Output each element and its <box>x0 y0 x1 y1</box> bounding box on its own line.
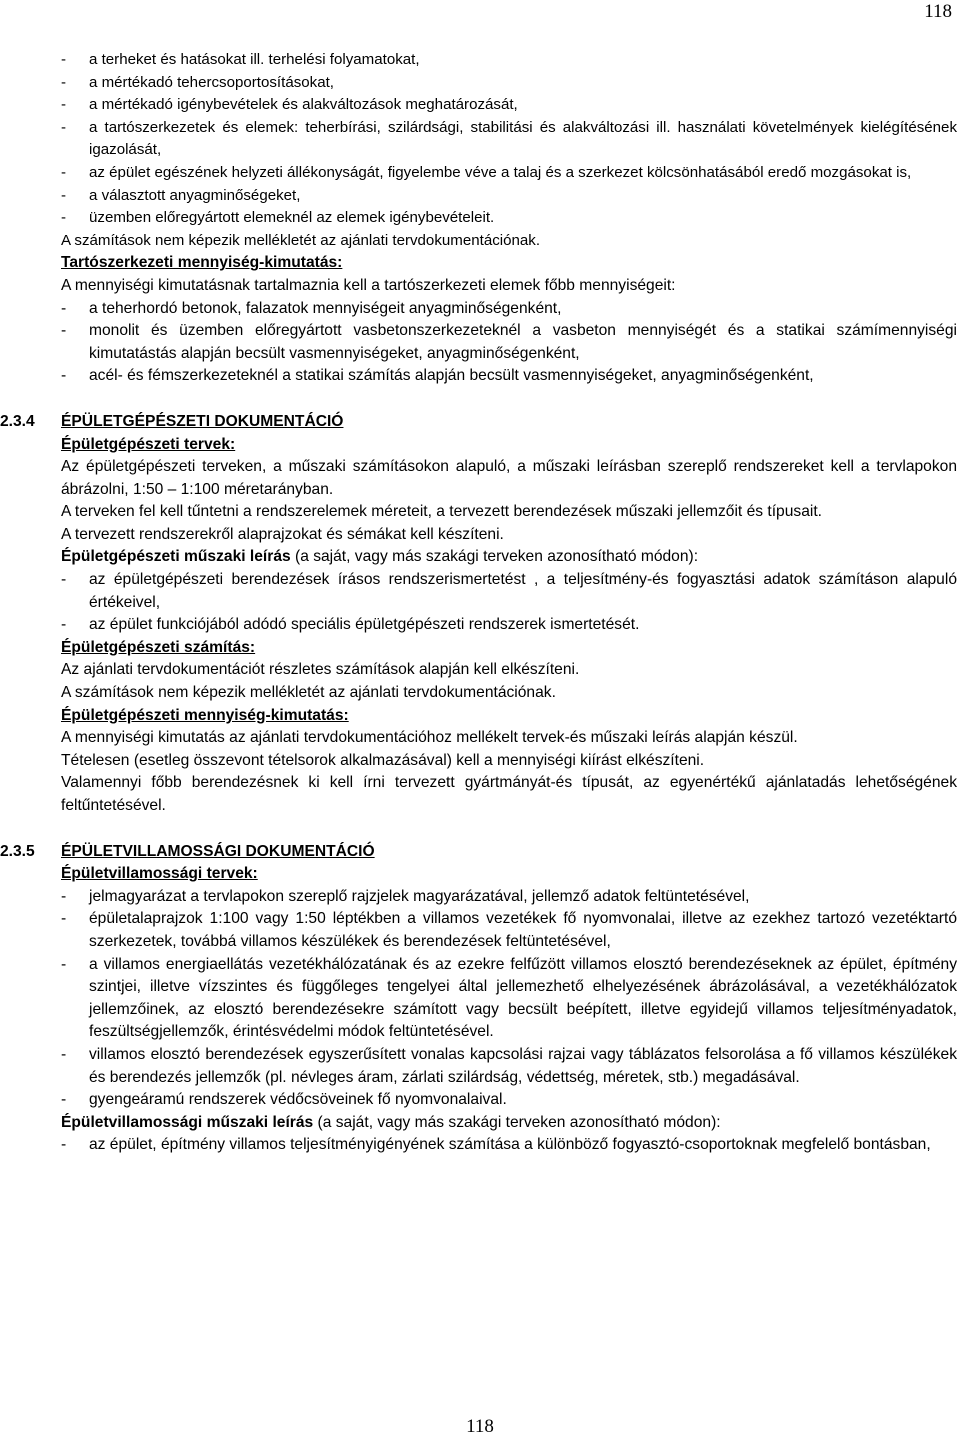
tartoszerkezeti-heading: Tartószerkezeti mennyiség-kimutatás: <box>61 254 343 272</box>
list-item: - a terheket és hatásokat ill. terhelési folyamatokat, <box>61 51 420 68</box>
gepeszeti-mennyiseg-heading: Épületgépészeti mennyiség-kimutatás: <box>61 706 349 724</box>
list-item: - az épület, építmény villamos teljesítményigényének számítása a különböző fogyasztó-csoportoknak megfelelő bontásban, <box>61 1136 931 1154</box>
list-item: - monolit és üzemben előregyártott vasbetonszerkezeteknél a vasbeton mennyiségét és a statikai számímennyiségi kimutatástás alapján becsült vasmennyiségeket, anyagminőségenként, <box>61 322 957 362</box>
section-heading-234 <box>0 411 957 434</box>
list-item: - az épület funkciójából adódó speciális épületgépészeti rendszerek ismertetését. <box>61 616 640 634</box>
paragraph: Az épületgépészeti terveken, a műszaki számításokon alapuló, a műszaki leírásban szereplő rendszereket kell a tervlapokon ábrázolni, 1:50 – 1:100 méretarányban. <box>61 458 957 498</box>
paragraph: A terveken fel kell tűntetni a rendszerelemek méreteit, a tervezett berendezések műszaki jellemzőit és típusait. <box>61 503 822 521</box>
list-item: - a mértékadó tehercsoportosításokat, <box>61 73 334 91</box>
gepeszeti-szamitas-heading: Épületgépészeti számítás: <box>61 638 256 656</box>
list-item: - az épületgépészeti berendezések írásos rendszerismertetést , a teljesítmény-és fogyasztási adatok számításon alapuló értékeivel, <box>61 571 957 611</box>
list-item: - üzemben előregyártott elemeknél az elemek igénybevételeit. <box>61 209 495 227</box>
list-item: - a villamos energiaellátás vezetékhálózatának és az ezekre felfűzött villamos elosztó berendezéseknek az épület, építmény szintjei, illetve vízszintes és függőleges tengelyei által jellemezhető elhelyezésének ábrázolásával, a vezetékhálózatok jellemzőinek, az elosztó berendezésekre számított vagy becsült beépített, illetve egyidejű villamos teljesítményadatok, feszültségjellemzők, érintésvédelmi módok feltüntetésével. <box>61 955 957 1041</box>
list-item: - jelmagyarázat a tervlapokon szereplő rajzjelek magyarázatával, jellemző adatok feltüntetésével, <box>61 887 750 905</box>
page-number-bottom: 118 <box>466 1416 494 1437</box>
paragraph: A tervezett rendszerekről alaprajzokat és sémákat kell készíteni. <box>61 525 504 543</box>
section-title: ÉPÜLETGÉPÉSZETI DOKUMENTÁCIÓ <box>61 412 344 430</box>
list-item: - a választott anyagminőségeket, <box>61 186 301 204</box>
list-item: - épületalaprajzok 1:100 vagy 1:50 léptékben a villamos vezetékek fő nyomvonalai, illetve az ezekhez tartozó vezetéktartó szerkezetek, továbbá villamos készülékek és berendezések feltüntetésével, <box>61 910 957 950</box>
paragraph: A számítások nem képezik mellékletét az ajánlati tervdokumentációnak. <box>61 684 556 702</box>
requirements-list <box>61 49 957 252</box>
list-item: - az épület egészének helyzeti állékonyságát, figyelembe véve a talaj és a szerkezet kölcsönhatásából eredő mozgásokat is, <box>61 163 912 181</box>
section-title: ÉPÜLETVILLAMOSSÁGI DOKUMENTÁCIÓ <box>61 842 375 860</box>
gepeszeti-leiras-heading: Épületgépészeti műszaki leírás <box>61 548 291 566</box>
list-item: - a mértékadó igénybevételek és alakváltozások meghatározását, <box>61 96 518 114</box>
gepeszeti-tervek-heading: Épületgépészeti tervek: <box>61 435 236 453</box>
villamossagi-tervek-heading: Épületvillamossági tervek: <box>61 865 258 883</box>
document-body <box>0 49 957 1157</box>
section-number: 2.3.4 <box>0 412 35 430</box>
paragraph: Tételesen (esetleg összevont tételsorok alkalmazásával) kell a mennyiségi kiírást elkészíteni. <box>61 751 705 769</box>
list-item: - a teherhordó betonok, falazatok mennyiségeit anyagminőségenként, <box>61 299 562 317</box>
paragraph: Az ajánlati tervdokumentációt részletes számítások alapján kell elkészíteni. <box>61 661 580 679</box>
list-item: - acél- és fémszerkezeteknél a statikai számítás alapján becsült vasmennyiségeket, anyagminőségenként, <box>61 367 814 385</box>
paragraph: Valamennyi főbb berendezésnek ki kell írni tervezett gyártmányát-és típusát, az egyenértékű ajánlatadás lehetőségének feltűntetésével. <box>61 774 957 814</box>
note-paragraph: A számítások nem képezik mellékletét az ajánlati tervdokumentációnak. <box>61 231 541 249</box>
tartoszerkezeti-intro: A mennyiségi kimutatásnak tartalmaznia kell a tartószerkezeti elemek főbb mennyiségeit: <box>61 276 676 294</box>
section-heading-235 <box>0 841 957 864</box>
villamossagi-leiras-line: Épületvillamossági műszaki leírás (a saját, vagy más szakági terveken azonosítható módon): <box>61 1113 721 1131</box>
paragraph: A mennyiségi kimutatás az ajánlati tervdokumentációhoz mellékelt tervek-és műszaki leírás alapján készül. <box>61 729 798 747</box>
section-number: 2.3.5 <box>0 842 35 860</box>
villamossagi-leiras-heading: Épületvillamossági műszaki leírás <box>61 1113 314 1131</box>
list-item: - villamos elosztó berendezések egyszerűsített vonalas kapcsolási rajzai vagy táblázatos felsorolása a fő villamos készülékek és berendezés jellemzők (pl. névleges áram, zárlati szilárdság, védettség, méretek, stb.) megadásával. <box>61 1045 957 1086</box>
page-number-top: 118 <box>924 1 952 22</box>
gepeszeti-leiras-line: Épületgépészeti műszaki leírás (a saját, vagy más szakági terveken azonosítható módon): <box>61 548 699 566</box>
list-item: - a tartószerkezetek és elemek: teherbírási, szilárdsági, stabilitási és alakváltozási ill. használati követelmények kielégítésének igazolását, <box>61 118 957 159</box>
list-item: - gyengeáramú rendszerek védőcsöveinek fő nyomvonalaival. <box>61 1091 507 1109</box>
